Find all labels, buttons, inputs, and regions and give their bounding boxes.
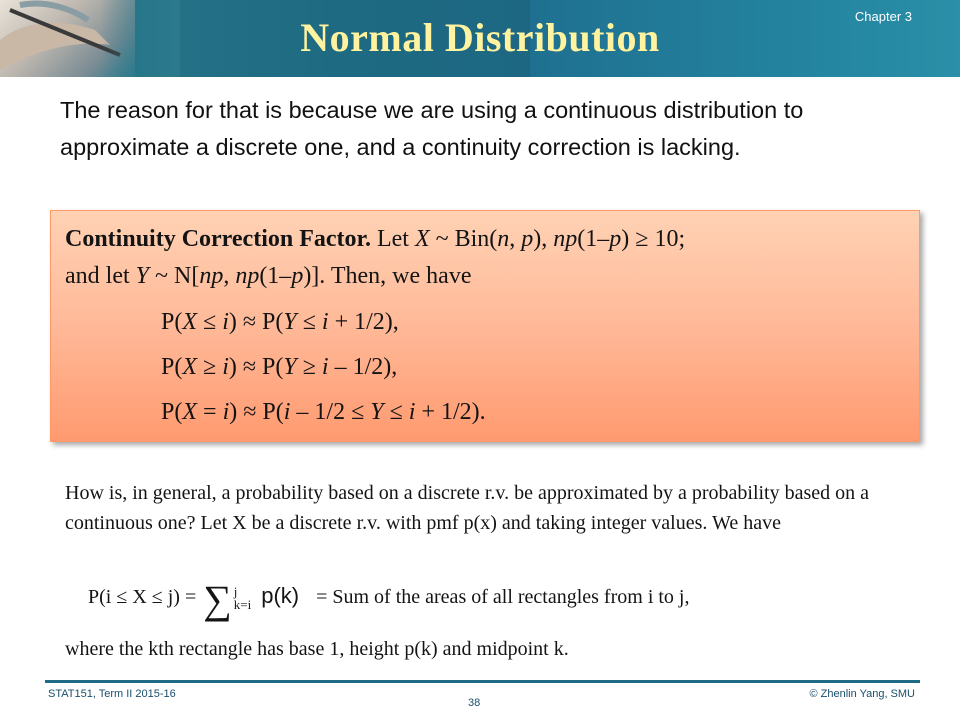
slide-header <box>0 0 960 77</box>
formula-rhs: = Sum of the areas of all rectangles from i to j, <box>316 586 690 608</box>
page-number: 38 <box>468 697 481 709</box>
box-equation-2: P(X ≥ i) ≈ P(Y ≥ i – 1/2), <box>161 354 398 380</box>
footer-author: © Zhenlin Yang, SMU <box>809 688 915 700</box>
summand: p(k) <box>261 583 300 608</box>
footer-divider <box>45 680 920 683</box>
box-equation-1: P(X ≤ i) ≈ P(Y ≤ i + 1/2), <box>161 309 399 335</box>
box-equation-3: P(X = i) ≈ P(i – 1/2 ≤ Y ≤ i + 1/2). <box>161 399 486 425</box>
sum-formula <box>88 577 928 622</box>
summation-limits <box>234 585 251 611</box>
summation-icon: ∑ <box>203 577 232 622</box>
intro-paragraph: The reason for that is because we are using a continuous distribution to approximate a discrete one, and a continuity correction is lacking. <box>60 97 804 160</box>
summation-lower: k=i <box>233 597 252 612</box>
box-definition-line-2: and let Y ~ N[np, np(1–p)]. Then, we have <box>65 263 472 289</box>
footer-course: STAT151, Term II 2015-16 <box>48 688 176 700</box>
formula-lhs: P(i ≤ X ≤ j) = <box>88 586 197 608</box>
slide-title: Normal Distribution <box>300 15 660 60</box>
box-definition-line-1: Continuity Correction Factor. Let X ~ Bin(n, p), np(1–p) ≥ 10; <box>65 226 686 252</box>
summation-upper: j <box>233 584 238 599</box>
chapter-label: Chapter 3 <box>854 9 912 24</box>
general-approximation-paragraph: How is, in general, a probability based on a discrete r.v. be approximated by a probability based on a continuous one? Let X be a discrete r.v. with pmf p(x) and taking integer values. We have <box>65 482 870 534</box>
rectangle-description: where the kth rectangle has base 1, height p(k) and midpoint k. <box>65 638 569 660</box>
continuity-correction-box <box>50 210 920 442</box>
